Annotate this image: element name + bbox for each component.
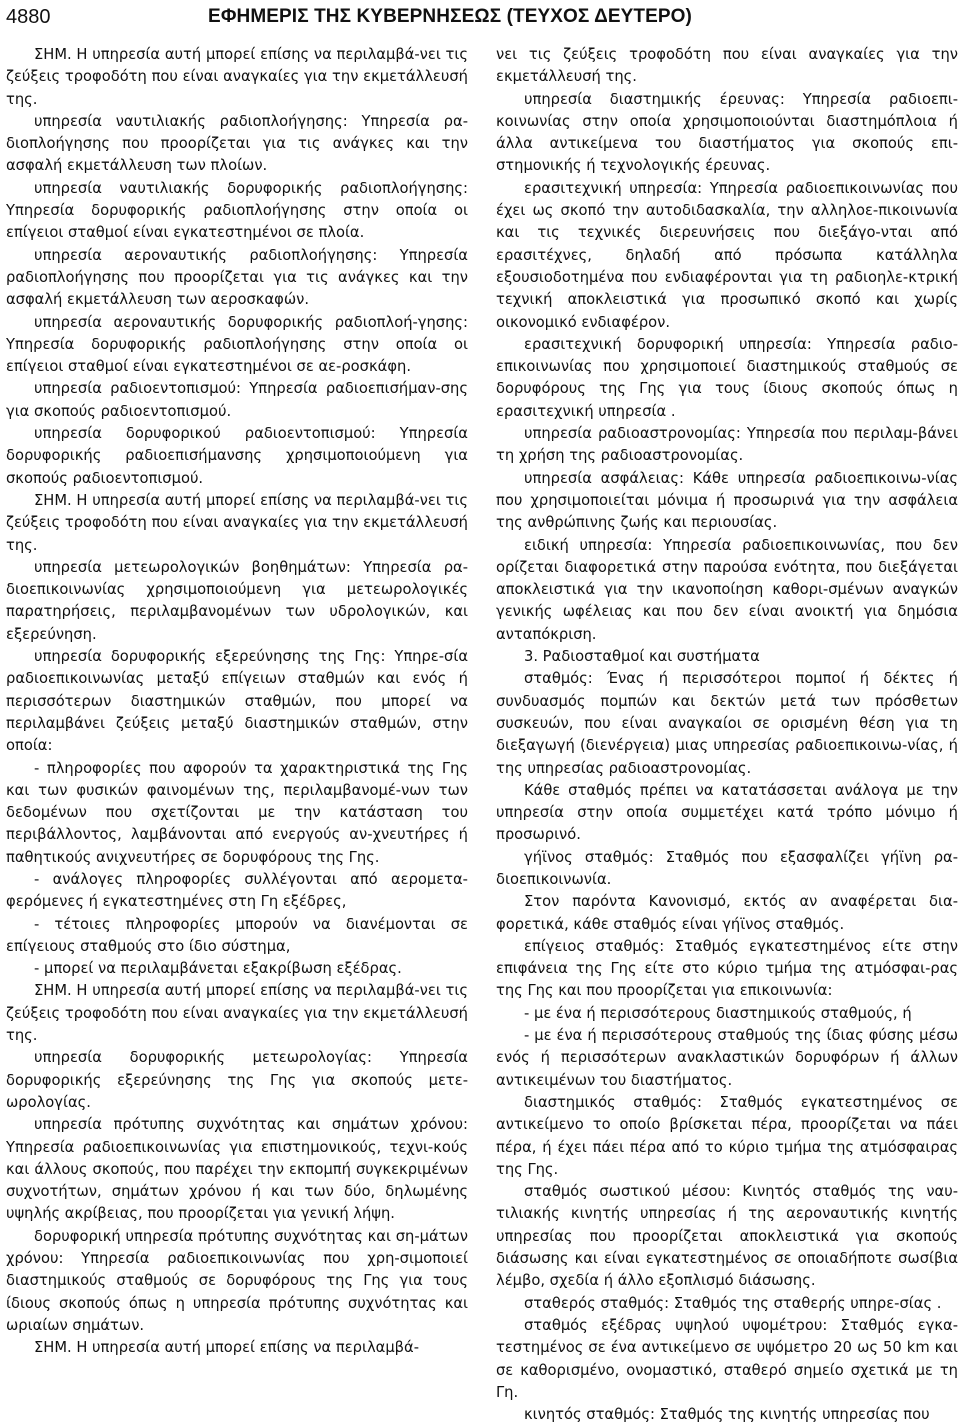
paragraph: 3. Ραδιοσταθμοί και συστήματα <box>524 648 760 666</box>
paragraph: Στον παρόντα Κανονισμό, εκτός αν αναφέρεται δια-φορετικά, κάθε σταθμός είναι γήϊνος σταθμός. <box>496 893 958 933</box>
paragraph: νει τις ζεύξεις τροφοδότη που είναι αναγκαίες για την εκμετάλλευσή της. <box>496 46 958 86</box>
text-columns <box>6 44 958 1426</box>
paragraph: ΣΗΜ. Η υπηρεσία αυτή μπορεί επίσης να περιλαμβά-νει τις ζεύξεις τροφοδότη που είναι αναγκαίες για την εκμετάλλευσή της. <box>6 46 468 108</box>
paragraph: δορυφορική υπηρεσία πρότυπης συχνότητας και ση-μάτων χρόνου: Υπηρεσία ραδιοεπικοινωνίας που χρη-σιμοποιεί διαστημικούς σταθμούς σε δορυφόρους της Γης για τους ίδιους σκοπούς όπως η υπηρεσία πρότυπης συχνότητας και ωριαίων σημάτων. <box>6 1227 468 1334</box>
paragraph: υπηρεσία ραδιοεντοπισμού: Υπηρεσία ραδιοεπισήμαν-σης για σκοπούς ραδιοεντοπισμού. <box>6 380 468 420</box>
paragraph: ειδική υπηρεσία: Υπηρεσία ραδιοεπικοινωνίας, που δεν ορίζεται διαφορετικά στην παρούσα ενότητα, που διεξάγεται αποκλειστικά για την ικανοποίηση καθορι-σμένων αναγκών γενικής ωφέλειας και που δεν είναι ανοικτή για δημόσια ανταπόκριση. <box>496 536 958 643</box>
paragraph: - ανάλογες πληροφορίες συλλέγονται από αερομετα-φερόμενες ή εγκατεστημένες στη Γη εξέδρες, <box>6 870 468 911</box>
paragraph: ΣΗΜ. Η υπηρεσία αυτή μπορεί επίσης να περιλαμβά-νει τις ζεύξεις τροφοδότη που είναι αναγκαίες για την εκμετάλλευσή της. <box>6 982 468 1045</box>
paragraph: - τέτοιες πληροφορίες μπορούν να διανέμονται σε επίγειους σταθμούς στο ίδιο σύστημα, <box>6 915 468 955</box>
paragraph: υπηρεσία αεροναυτικής δορυφορικής ραδιοπλοή-γησης: Υπηρεσία δορυφορικής ραδιοπλοήγησης στην οποία οι επίγειοι σταθμοί είναι εγκατεστημένοι σε αε-ροσκάφη. <box>6 313 468 376</box>
paragraph: - πληροφορίες που αφορούν τα χαρακτηριστικά της Γης και των φυσικών φαινομένων της, περιλαμβανομέ-νων των δεδομένων που σχετίζονται με την κατάσταση του περιβάλλοντος, λαμβάνονται από ενεργούς αν-χνευτήρες ή παθητικούς ανιχνευτήρες σε δορυφόρους της Γης. <box>6 759 468 866</box>
paragraph: διαστημικός σταθμός: Σταθμός εγκατεστημένος σε αντικείμενο το οποίο βρίσκεται πέρα, προορίζεται να πάει πέρα, ή έχει πάει πέρα από το κύριο τμήμα της ατμόσφαιρας της Γης. <box>496 1093 958 1178</box>
paragraph: επίγειος σταθμός: Σταθμός εγκατεστημένος είτε στην επιφάνεια της Γης είτε στο κύριο τμήμα της ατμόσφαι-ρας της Γης και που προορίζεται για επικοινωνία: <box>496 937 958 1000</box>
page-header <box>6 0 954 34</box>
paragraph: - με ένα ή περισσότερους σταθμούς της ίδιας φύσης μέσω ενός ή περισσότερων ανακλαστικών δορυφόρων ή άλλων αντικειμένων του διαστήματος. <box>496 1027 958 1089</box>
paragraph: υπηρεσία μετεωρολογικών βοηθημάτων: Υπηρεσία ρα-διοεπικοινωνίας χρησιμοποιούμενη για μετεωρολογικές παρατηρήσεις, περιλαμβανομένων των υδρολογικών, και εξερεύνηση. <box>6 558 468 643</box>
right-column <box>496 44 958 1426</box>
paragraph: υπηρεσία ναυτιλιακής δορυφορικής ραδιοπλοήγησης: Υπηρεσία δορυφορικής ραδιοπλοήγησης στην οποία οι επίγειοι σταθμοί είναι εγκατεστημένοι σε πλοία. <box>6 179 468 242</box>
paragraph: υπηρεσία ραδιοαστρονομίας: Υπηρεσία που περιλαμ-βάνει τη χρήση της ραδιοαστρονομίας. <box>496 425 958 465</box>
paragraph: γήϊνος σταθμός: Σταθμός που εξασφαλίζει γήϊνη ρα-διοεπικοινωνία. <box>496 848 958 888</box>
paragraph: κινητός σταθμός: Σταθμός της κινητής υπηρεσίας που <box>524 1406 930 1424</box>
paragraph: - με ένα ή περισσότερους διαστημικούς σταθμούς, ή <box>524 1004 912 1022</box>
page-number: 4880 <box>6 5 51 28</box>
paragraph: σταθμός σωστικού μέσου: Κινητός σταθμός της ναυ-τιλιακής κινητής υπηρεσίας ή της αεροναυτικής κινητής υπηρεσίας που προορίζεται αποκλειστικά για σκοπούς διάσωσης και είναι εγκατεστημένος σε οποιαδήποτε σωσίβια λέμβο, σχεδία ή άλλο εξοπλισμό διάσωσης. <box>496 1183 958 1290</box>
paragraph: υπηρεσία δορυφορικής μετεωρολογίας: Υπηρεσία δορυφορικής εξερεύνησης της Γης για σκοπούς μετε-ωρολογίας. <box>6 1049 468 1111</box>
paragraph: υπηρεσία αεροναυτικής ραδιοπλοήγησης: Υπηρεσία ραδιοπλοήγησης που προορίζεται για τις ανάγκες και την ασφαλή εκμετάλλευση των αεροσκαφών. <box>6 246 468 309</box>
paragraph: σταθμός: Ένας ή περισσότεροι πομποί ή δέκτες ή συνδυασμός πομπών και δεκτών μετά των πρόσθετων συσκευών, που είναι αναγκαίοι σε ορισμένη θέση για τη διεξαγωγή (διενέργεια) μιας υπηρεσίας ραδιοεπικοινω-νίας, ή της υπηρεσίας ραδιοαστρονομίας. <box>496 670 958 777</box>
paragraph: Κάθε σταθμός πρέπει να κατατάσσεται ανάλογα με την υπηρεσία στην οποία συμμετέχει κατά τρόπο μόνιμο ή προσωρινό. <box>496 781 958 844</box>
paragraph: υπηρεσία πρότυπης συχνότητας και σημάτων χρόνου: Υπηρεσία ραδιοεπικοινωνίας για επιστημονικούς, τεχνι-κούς και άλλους σκοπούς, που παρέχει την εκπομπή συγκεκριμένων συχνοτήτων, σημάτων χρόνου ή και των δύο, δηλωμένης υψηλής ακρίβειας, που προορίζεται για γενική λήψη. <box>6 1116 468 1223</box>
paragraph: ερασιτεχνική δορυφορική υπηρεσία: Υπηρεσία ραδιο-επικοινωνίας που χρησιμοποιεί διαστημικούς σταθμούς σε δορυφόρους της Γης για τους ίδιους σκοπούς όπως η ερασιτεχνική υπηρεσία . <box>496 335 958 420</box>
paragraph: σταθερός σταθμός: Σταθμός της σταθερής υπηρε-σίας . <box>524 1294 942 1312</box>
paragraph: υπηρεσία διαστημικής έρευνας: Υπηρεσία ραδιοεπι-κοινωνίας στην οποία χρησιμοποιούνται διαστημόπλοια ή άλλα αντικείμενα του διαστήματος για σκοπούς επι-στημονικής ή τεχνολογικής έρευνας. <box>496 90 958 175</box>
paragraph: υπηρεσία δορυφορικού ραδιοεντοπισμού: Υπηρεσία δορυφορικής ραδιοεπισήμανσης χρησιμοποιούμενη για σκοπούς ραδιοεντοπισμού. <box>6 425 468 487</box>
paragraph: ερασιτεχνική υπηρεσία: Υπηρεσία ραδιοεπικοινωνίας που έχει ως σκοπό την αυτοδιδασκαλία, την αλληλοε-πικοινωνία και τις τεχνικές διερευνήσεις που διεξάγο-νται από ερασιτέχνες, δηλαδή από πρόσωπα κατάλληλα εξουσιοδοτημένα που ενδιαφέρονται για τη ραδιοηλε-κτρική τεχνική αποκλειστικά για προσωπικό σκοπό και χωρίς οικονομικό ενδιαφέρον. <box>496 179 958 331</box>
paragraph: υπηρεσία ναυτιλιακής ραδιοπλοήγησης: Υπηρεσία ρα-διοπλοήγησης που προορίζεται για τις ανάγκες και την ασφαλή εκμετάλλευση των πλοίων. <box>6 112 468 175</box>
journal-title: ΕΦΗΜΕΡΙΣ ΤΗΣ ΚΥΒΕΡΝΗΣΕΩΣ (ΤΕΥΧΟΣ ΔΕΥΤΕΡΟ) <box>208 6 692 27</box>
paragraph: υπηρεσία ασφάλειας: Κάθε υπηρεσία ραδιοεπικοινω-νίας που χρησιμοποιείται μόνιμα ή προσωρινά για την ασφάλεια της ανθρώπινης ζωής και περιουσίας. <box>496 469 958 532</box>
paragraph: υπηρεσία δορυφορικής εξερεύνησης της Γης: Υπηρε-σία ραδιοεπικοινωνίας μεταξύ επίγειων σταθμών και ενός ή περισσότερων διαστημικών σταθμών, που μπορεί να περιλαμβάνει ζεύξεις μεταξύ διαστημικών σταθμών, στην οποία: <box>6 648 468 755</box>
paragraph: ΣΗΜ. Η υπηρεσία αυτή μπορεί επίσης να περιλαμβά- <box>34 1339 420 1357</box>
paragraph: - μπορεί να περιλαμβάνεται εξακρίβωση εξέδρας. <box>34 960 402 978</box>
left-column <box>6 44 468 1426</box>
paragraph: ΣΗΜ. Η υπηρεσία αυτή μπορεί επίσης να περιλαμβά-νει τις ζεύξεις τροφοδότη που είναι αναγκαίες για την εκμετάλλευσή της. <box>6 491 468 554</box>
paragraph: σταθμός εξέδρας υψηλού υψομέτρου: Σταθμός εγκα-τεστημένος σε ένα αντικείμενο σε υψόμετρο 20 ως 50 km και σε καθορισμένο, ονομαστικό, σταθερό σημείο σχετικά με τη Γη. <box>496 1316 958 1401</box>
